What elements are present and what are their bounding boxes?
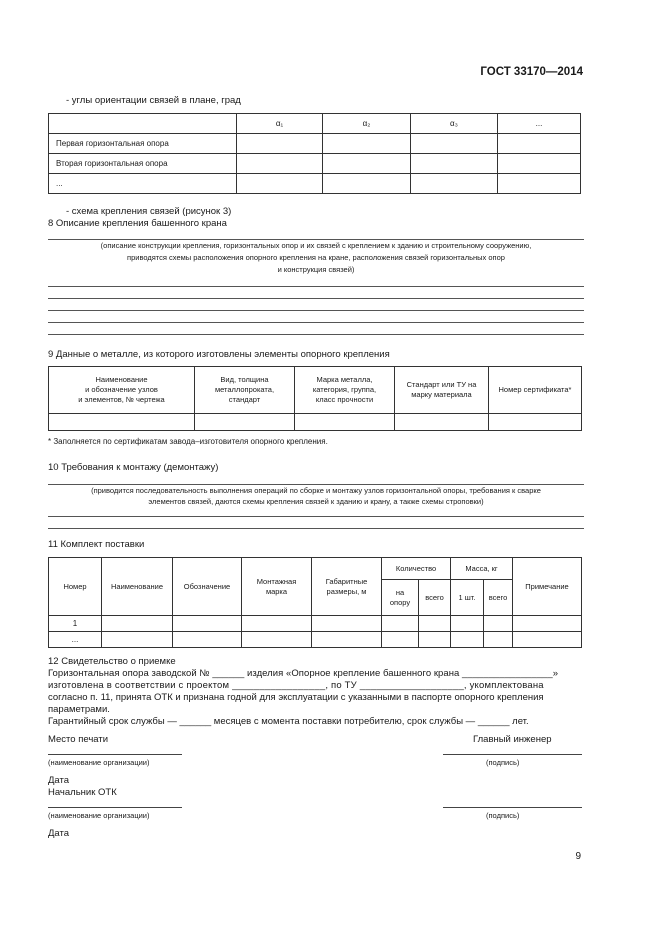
org-signature-line — [48, 807, 182, 808]
metal-table — [48, 366, 582, 431]
fill-line — [48, 528, 584, 529]
date-label: Дата — [48, 828, 70, 839]
section12-title: 12 Свидетельство о приемке — [48, 656, 176, 667]
section10-title: 10 Требования к монтажу (демонтажу) — [48, 462, 219, 473]
fill-line — [48, 322, 584, 323]
delivery-col-name: Наименование — [102, 558, 173, 616]
delivery-row-number: ... — [49, 632, 102, 648]
otk-head-label: Начальник ОТК — [48, 787, 117, 798]
acceptance-line: параметрами. — [48, 704, 110, 715]
acceptance-line: согласно п. 11, принята ОТК и признана годной для эксплуатации с указанными в паспорте опорного крепления — [48, 692, 544, 703]
standard-number: ГОСТ 33170—2014 — [480, 66, 583, 78]
section8-hint: и конструкция связей) — [277, 265, 355, 274]
section10-hint: (приводится последовательность выполнения операций по сборке и монтажу узлов горизонтальной опоры, требования к сварке — [91, 486, 541, 495]
fill-line — [48, 298, 584, 299]
delivery-col-number: Номер — [49, 558, 102, 616]
signature-line — [443, 754, 582, 755]
signature-line — [443, 807, 582, 808]
delivery-col-mass: Масса, кг — [451, 558, 513, 580]
angles-row-label: Вторая горизонтальная опора — [49, 154, 237, 174]
chief-engineer-label: Главный инженер — [473, 734, 552, 745]
fill-line — [48, 484, 584, 485]
delivery-col-mount: Монтажная марка — [242, 558, 312, 616]
delivery-qty-total: всего — [419, 580, 451, 616]
delivery-mass-per-unit: 1 шт. — [451, 580, 484, 616]
fill-line — [48, 310, 584, 311]
acceptance-line: изготовлена в соответствии с проектом _________________, по ТУ ___________________, укомплектована — [48, 680, 544, 691]
angles-col-more: ... — [498, 114, 581, 134]
angles-col-a2: α₂ — [323, 114, 411, 134]
angles-col-a3: α₃ — [411, 114, 498, 134]
section8-hint: (описание конструкции крепления, горизонтальных опор и их связей с креплением к зданию и строительному сооружению, — [100, 241, 532, 250]
delivery-col-designation: Обозначение — [173, 558, 242, 616]
delivery-mass-total: всего — [484, 580, 513, 616]
sign-caption: (подпись) — [486, 758, 520, 767]
org-caption: (наименование организации) — [48, 811, 150, 820]
org-signature-line — [48, 754, 182, 755]
angles-header-empty — [49, 114, 237, 134]
delivery-col-dims: Габаритные размеры, м — [312, 558, 382, 616]
delivery-table — [48, 557, 582, 648]
angles-table — [48, 113, 581, 194]
section9-title: 9 Данные о металле, из которого изготовлены элементы опорного крепления — [48, 349, 390, 360]
section11-title: 11 Комплект поставки — [48, 539, 145, 550]
metal-col-name: Наименование и обозначение узлов и элементов, № чертежа — [49, 367, 195, 414]
metal-footnote: * Заполняется по сертификатам завода–изготовителя опорного крепления. — [48, 437, 328, 446]
section8-hint: приводятся схемы расположения опорного крепления на кране, расположения связей горизонтальных опор — [127, 253, 505, 262]
angles-row-label: ... — [49, 174, 237, 194]
date-label: Дата — [48, 775, 70, 786]
delivery-row-number: 1 — [49, 616, 102, 632]
warranty-line: Гарантийный срок службы — ______ месяцев с момента поставки потребителю, срок службы — ______ лет. — [48, 716, 529, 727]
org-caption: (наименование организации) — [48, 758, 150, 767]
angles-heading: - углы ориентации связей в плане, град — [66, 95, 241, 106]
acceptance-line: Горизонтальная опора заводской № ______ изделия «Опорное крепление башенного крана _________________» — [48, 668, 559, 679]
metal-col-certificate: Номер сертификата* — [489, 367, 582, 414]
fill-line — [48, 516, 584, 517]
delivery-qty-per-support: на опору — [382, 580, 419, 616]
angles-row-label: Первая горизонтальная опора — [49, 134, 237, 154]
fill-line — [48, 239, 584, 240]
sign-caption: (подпись) — [486, 811, 520, 820]
fill-line — [48, 286, 584, 287]
stamp-place-label: Место печати — [48, 734, 109, 745]
delivery-col-note: Примечание — [513, 558, 582, 616]
scheme-line: - схема крепления связей (рисунок 3) — [66, 206, 232, 217]
page-number: 9 — [575, 851, 581, 862]
section10-hint: элементов связей, даются схемы крепления связей к зданию и крану, а также схемы строповки) — [148, 497, 484, 506]
metal-col-grade: Марка металла, категория, группа, класс прочности — [295, 367, 395, 414]
angles-col-a1: α₁ — [237, 114, 323, 134]
section8-title: 8 Описание крепления башенного крана — [48, 218, 227, 229]
fill-line — [48, 334, 584, 335]
metal-col-standard: Стандарт или ТУ на марку материала — [395, 367, 489, 414]
metal-col-type: Вид, толщина металлопроката, стандарт — [195, 367, 295, 414]
delivery-col-qty: Количество — [382, 558, 451, 580]
